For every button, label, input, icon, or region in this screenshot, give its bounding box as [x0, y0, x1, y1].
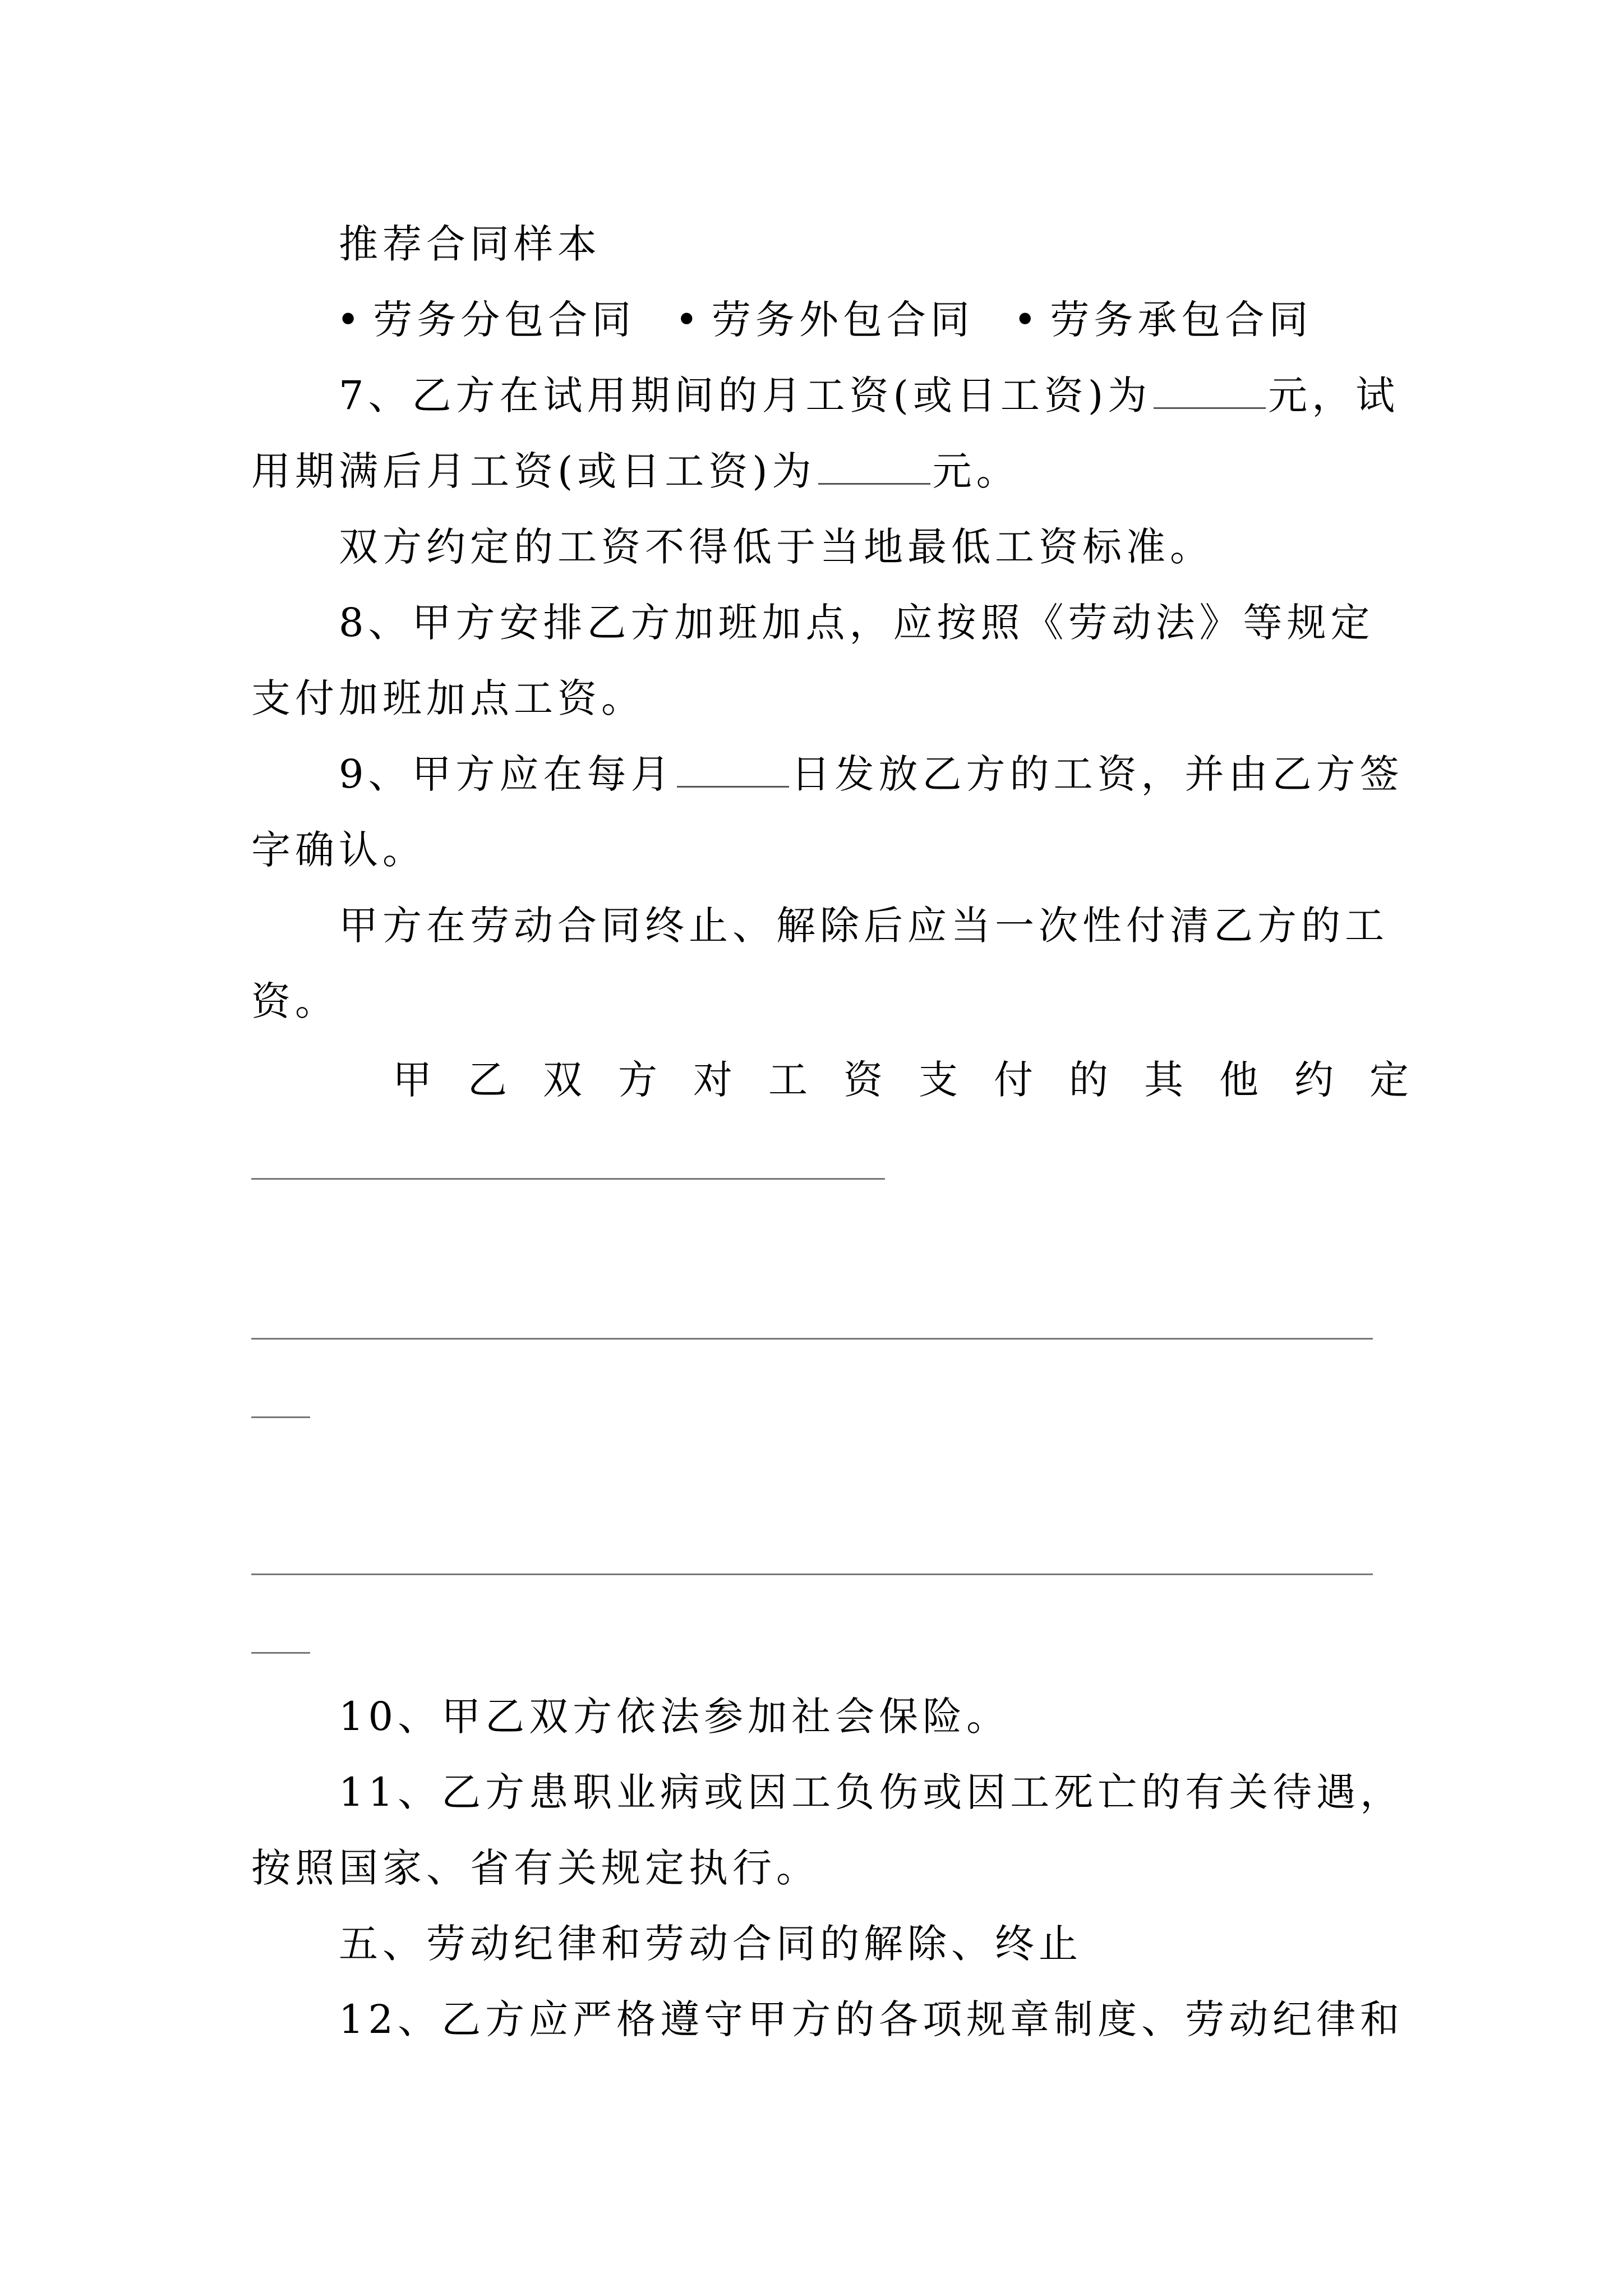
- clause-11-line-1: 11、乙方患职业病或因工负伤或因工死亡的有关待遇，: [339, 1769, 1404, 1815]
- fill-blank: [677, 750, 789, 788]
- related-links: [336, 292, 1481, 348]
- clause-12-line-1: 12、乙方应严格遵守甲方的各项规章制度、劳动纪律和: [339, 1996, 1404, 2042]
- clause-11-line-2: 按照国家、省有关规定执行。: [251, 1845, 820, 1891]
- related-link-3[interactable]: • 劳务承包合同: [1013, 297, 1312, 343]
- clause-9-note-line-1: 甲方在劳动合同终止、解除后应当一次性付清乙方的工: [339, 903, 1389, 949]
- fill-line: [251, 1573, 1373, 1575]
- fill-blank: [1154, 371, 1266, 409]
- clause-9-line-2: 字确认。: [251, 827, 426, 873]
- related-link-2[interactable]: • 劳务外包合同: [675, 297, 974, 343]
- clause-7-line-2: 用期满后月工资(或日工资)为 元。: [251, 448, 1020, 494]
- fill-line: [251, 1338, 1373, 1340]
- other-agreement-label: 甲乙双方对工资支付的其他约定: [393, 1057, 1445, 1103]
- clause-10: 10、甲乙双方依法参加社会保险。: [339, 1694, 1011, 1740]
- clause-7-note: 双方约定的工资不得低于当地最低工资标准。: [339, 524, 1214, 570]
- fill-line: [251, 1652, 310, 1654]
- fill-line: [251, 1178, 885, 1180]
- fill-blank: [818, 447, 930, 485]
- clause-8-line-2: 支付加班加点工资。: [251, 675, 645, 721]
- fill-line: [251, 1416, 310, 1418]
- related-link-1[interactable]: • 劳务分包合同: [336, 297, 635, 343]
- clause-7-line-1: 7、乙方在试用期间的月工资(或日工资)为 元，试: [339, 372, 1400, 418]
- section-5-heading: 五、劳动纪律和劳动合同的解除、终止: [339, 1921, 1082, 1967]
- clause-9-note-line-2: 资。: [251, 978, 339, 1024]
- recommend-title: 推荐合同样本: [339, 221, 601, 267]
- clause-8-line-1: 8、甲方安排乙方加班加点，应按照《劳动法》等规定: [339, 600, 1375, 646]
- clause-9-line-1: 9、甲方应在每月 日发放乙方的工资，并由乙方签: [339, 751, 1404, 797]
